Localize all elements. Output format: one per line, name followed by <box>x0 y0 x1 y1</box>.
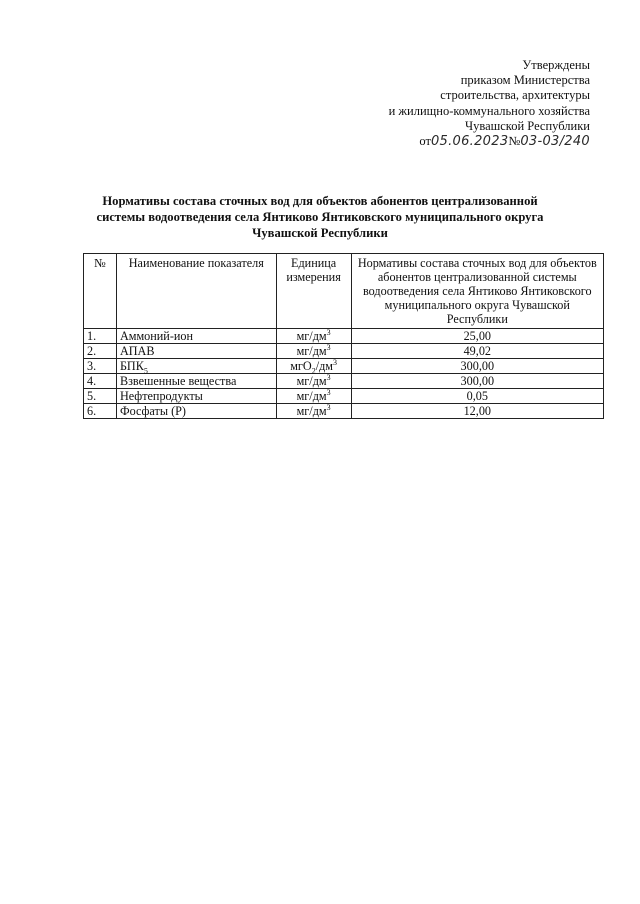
table-row <box>84 329 604 344</box>
row-name: Аммоний-ион <box>116 329 276 344</box>
number-prefix: № <box>508 134 521 149</box>
row-num: 4. <box>84 374 117 389</box>
row-num: 5. <box>84 389 117 404</box>
table-row <box>84 374 604 389</box>
table-header-row <box>84 254 604 329</box>
unit-text: мг/дм <box>296 344 327 358</box>
unit-text: мг/дм <box>296 374 327 388</box>
table-row <box>84 359 604 374</box>
table-row <box>84 389 604 404</box>
row-name: Фосфаты (Р) <box>116 404 276 419</box>
unit-sub: 2 <box>311 366 316 376</box>
row-name <box>116 359 276 374</box>
title-line-2: системы водоотведения села Янтиково Янтиковского муниципального округа <box>96 210 544 224</box>
table-row <box>84 404 604 419</box>
handwritten-date: 05.06.2023 <box>430 134 509 150</box>
row-name: Взвешенные вещества <box>116 374 276 389</box>
row-value: 300,00 <box>351 374 603 389</box>
norms-table <box>83 253 604 419</box>
row-unit <box>276 344 351 359</box>
unit-sup: 3 <box>326 402 331 412</box>
approval-line-5: Чувашской Республики <box>464 118 590 133</box>
row-name: Нефтепродукты <box>116 389 276 404</box>
row-num: 1. <box>84 329 117 344</box>
unit-text-b: /дм <box>315 359 334 373</box>
unit-text: мг/дм <box>296 389 327 403</box>
unit-text: мг/дм <box>296 329 327 343</box>
handwritten-number: 03-03/240 <box>520 134 590 150</box>
unit-sup: 3 <box>326 342 331 352</box>
header-name: Наименование показателя <box>116 254 276 329</box>
document-title <box>60 193 580 241</box>
row-value: 12,00 <box>351 404 603 419</box>
row-value: 25,00 <box>351 329 603 344</box>
approval-block <box>330 58 590 149</box>
row-value: 49,02 <box>351 344 603 359</box>
unit-text: мг/дм <box>296 404 327 418</box>
row-name: АПАВ <box>116 344 276 359</box>
unit-sup: 3 <box>326 327 331 337</box>
row-unit <box>276 404 351 419</box>
approval-line-2: приказом Министерства <box>460 73 590 88</box>
approval-line-4: и жилищно-коммунального хозяйства <box>388 103 590 118</box>
unit-sup: 3 <box>326 387 331 397</box>
name-text: БПК <box>119 359 144 373</box>
unit-sup: 3 <box>333 357 338 367</box>
header-value: Нормативы состава сточных вод для объектов абонентов централизованной системы водоотведения села Янтиково Янтиковского муниципального округа Чувашской Республики <box>351 254 603 329</box>
title-line-1: Нормативы состава сточных вод для объектов абонентов централизованной <box>102 194 538 208</box>
header-unit: Единица измерения <box>276 254 351 329</box>
header-num: № <box>84 254 117 329</box>
row-num: 6. <box>84 404 117 419</box>
row-num: 2. <box>84 344 117 359</box>
row-unit <box>276 389 351 404</box>
row-unit <box>276 374 351 389</box>
date-prefix: от <box>419 134 431 149</box>
approval-line-1: Утверждены <box>522 58 590 72</box>
table-row <box>84 344 604 359</box>
row-unit <box>276 329 351 344</box>
approval-date-line <box>330 134 590 149</box>
approval-line-3: строительства, архитектуры <box>440 88 590 103</box>
unit-text-a: мгО <box>290 359 312 373</box>
row-value: 300,00 <box>351 359 603 374</box>
unit-sup: 3 <box>326 372 331 382</box>
row-unit <box>276 359 351 374</box>
row-num: 3. <box>84 359 117 374</box>
name-sub: 5 <box>143 366 148 376</box>
title-line-3: Чувашской Республики <box>252 226 388 240</box>
row-value: 0,05 <box>351 389 603 404</box>
